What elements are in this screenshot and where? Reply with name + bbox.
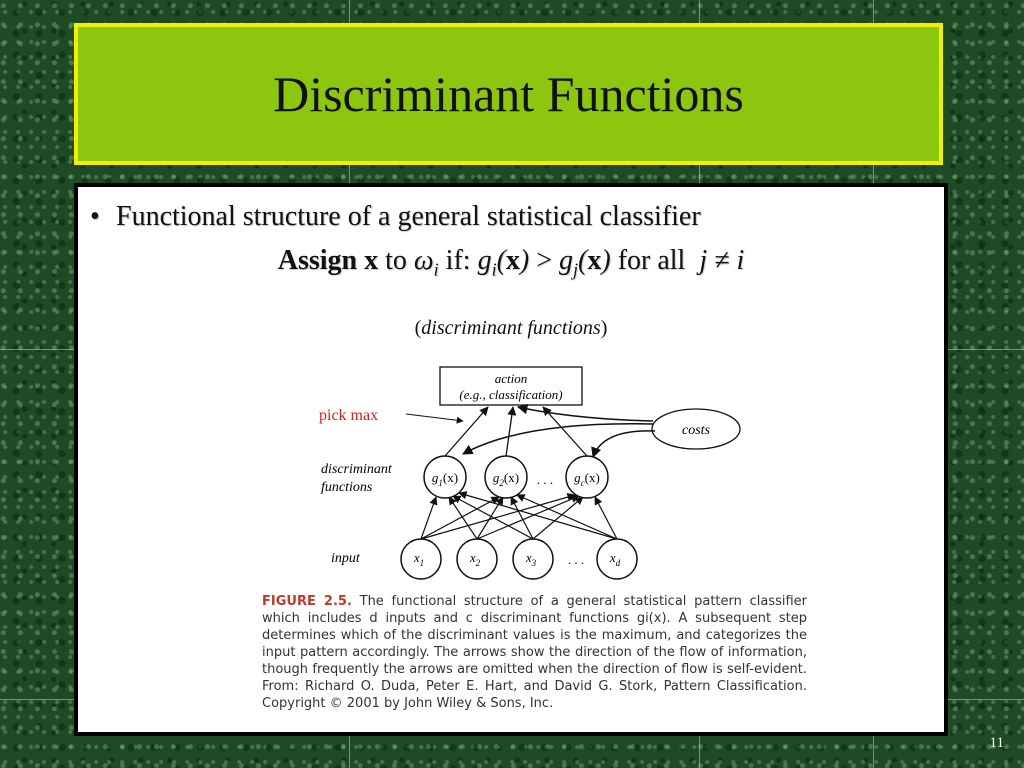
costs-arrow [463,424,653,454]
bullet-text: Functional structure of a general statistical classifier [116,201,701,232]
costs-arrow [593,431,655,457]
action-sublabel: (e.g., classification) [459,387,563,402]
g-to-action-arrow [445,407,488,456]
input-arrow [459,493,617,539]
input-arrow [477,497,503,539]
rule-close-2: ) [601,245,611,276]
title-banner [74,23,943,165]
rule-gj: g [559,245,574,276]
bullet-dot: • [90,201,100,232]
subcaption-open: ( [414,317,422,339]
g1-label: $g_1(x)$ [431,470,459,488]
costs-label: costs [682,423,710,438]
x3-label: $x_3$ [525,550,537,568]
figure-caption [262,593,807,712]
rule-omega-sub: i [433,259,439,280]
g-ellipsis: . . . [536,472,554,487]
costs-arrow [518,407,653,421]
content-panel [74,183,948,736]
subcaption [78,317,944,340]
gc-label: $g_c(x)$ [574,470,600,488]
input-arrow [421,497,499,539]
g2-label: $g_2(x)$ [492,470,520,488]
functions-label: functions [321,480,373,495]
xd-label: $x_d$ [609,550,621,568]
discriminant-label: discriminant [321,462,392,477]
rule-assign: Assign [277,245,358,276]
input-arrow [421,495,575,539]
figure-caption-label: FIGURE 2.5. [262,594,352,609]
input-arrow [449,497,477,539]
decision-rule [78,245,944,281]
x1-label: $x_1$ [413,550,425,568]
classifier-diagram [303,359,783,594]
rule-gt: > [536,245,553,276]
rule-if: if: [445,245,471,276]
x2-label: $x_2$ [469,550,481,568]
rule-for-all: for all [617,245,686,276]
rule-close-1: ) [519,245,530,276]
rule-x-2: x [587,245,602,276]
pick-max-label: pick max [319,407,379,424]
input-arrow [595,497,617,539]
rule-omega: ω [413,245,434,276]
bullet-item [90,201,701,233]
pick-max-pointer [406,414,463,421]
slide-number: 11 [989,735,1004,751]
rule-open-1: ( [496,245,506,276]
input-label: input [331,551,360,566]
x-ellipsis: . . . [567,552,585,567]
rule-to: to [385,245,407,276]
g-to-action-arrow [506,407,513,456]
subcaption-text: discriminant functions [421,317,601,339]
rule-gj-sub: j [573,259,579,280]
rule-open-2: ( [578,245,588,276]
rule-x-1: x [505,245,520,276]
input-arrow [533,497,583,539]
rule-gi: g [477,245,492,276]
action-label: action [494,371,528,386]
rule-gi-sub: i [491,259,497,280]
figure-caption-text: The functional structure of a general statistical pattern classifier which includes d inputs and c discriminant functions gi(x). A subsequent step determines which of the discriminant values is the maximum, and categorizes the input pattern accordingly. The arrows show the direction of the flow of information, though frequently the arrows are omitted when the direction of flow is self-evident. From: Richard O. Duda, Peter E. Hart, and David G. Stork, Pattern Classification. Copyright © 2001 by John Wiley & Sons, Inc. [262,594,807,711]
slide-title: Discriminant Functions [273,66,744,122]
rule-condition: j ≠ i [699,245,745,276]
subcaption-close: ) [600,317,608,339]
rule-x: x [364,245,379,276]
